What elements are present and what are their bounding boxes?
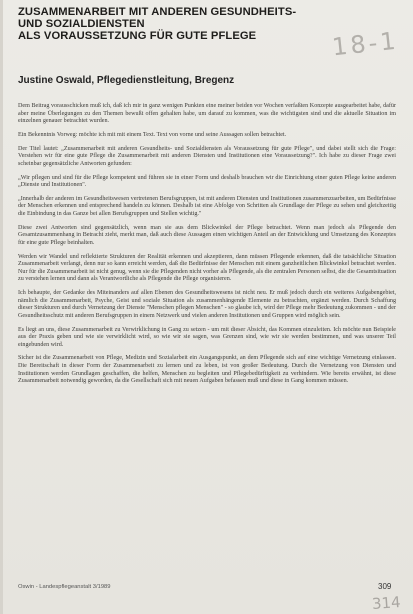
article-title <box>18 6 348 42</box>
handwritten-corner-note: 18-1 <box>330 26 400 62</box>
scan-edge <box>0 0 3 614</box>
article-body <box>18 97 396 388</box>
paragraph-3: Der Titel lautet: „Zusammenarbeit mit anderen Gesundheits- und Sozialdiensten als Voraussetzung für gute Pflege", und dabei stellt sich die Frage: Verstehen wir für eine gute Pflege die Zusammenarbeit mit anderen Diensten und Institutionen eine Voraussetzung?". Ich habe zu dieser Frage zwei scheinbar gegensätzliche Antworten gefunden: <box>18 145 396 167</box>
handwritten-page-number: 314 <box>371 593 402 613</box>
paragraph-8: Ich behaupte, der Gedanke des Miteinanders auf allen Ebenen des Gesundheitswesens ist nicht neu. Er muß jedoch durch ein weiteres Aufgabengebiet, nämlich die Zusammenarbeit, Psyche, Geist und soziale Situation als zusammenhängende Elemente zu betrachten, ergänzt werden. Durch Schaffung dieser Strukturen und durch Vernetzung der Dienste "Menschen pflegen Menschen" - so glaube ich, wird der Pflege mehr Bedeutung zukommen - und der Gesundheitsschutz mit anderen Berufsgruppen in einem Netzwerk und vielen anderen Institutionen und Gruppen wird möglich sein. <box>18 290 396 319</box>
footer-source: Oswin - Landespflegeanstalt 3/1989 <box>18 584 111 590</box>
page-number: 309 <box>378 582 392 591</box>
paragraph-1: Dem Beitrag vorausschicken muß ich, daß ich mir in ganz wenigen Punkten eine meiner beiden vor Wochen verfaßten Konzepte ausgearbeitet habe, dafür aber meine Überlegungen zu den Themen bewußt offen gehalten habe, um darauf zu kommen, was die wichtigsten sind und die aktuelle Situation im einzelnen genauer betrachtet wurden. <box>18 103 396 125</box>
title-line-3: ALS VORAUSSETZUNG FÜR GUTE PFLEGE <box>18 30 257 42</box>
paragraph-2: Ein Bekenntnis Vorweg: möchte ich mit mit einem Text. Text von vorne und seine Aussagen sollen betrachtet. <box>18 131 287 138</box>
paragraph-10: Sicher ist die Zusammenarbeit von Pflege, Medizin und Sozialarbeit ein Ausgangspunkt, an dem Pflegende sich auf eine wichtige Vernetzung einlassen. Die Bereitschaft in dieser Form der Zusammenarbeit zu lernen und zu leben, ist von großer Bedeutung. Durch die Vernetzung von Diensten und Institutionen werden Grundlagen geschaffen, die helfen, Menschen zu begleiten und Pflegebedürftigkeit zu verhindern. Wie bereits erwähnt, ist diese Zusammenarbeit notwendig geworden, da die Gesellschaft sich mit neuen Aufgaben befassen muß und diese in Gang kommen müssen. <box>18 355 396 385</box>
title-line-1: ZUSAMMENARBEIT MIT ANDEREN GESUNDHEITS- <box>18 6 297 18</box>
paragraph-7: Werden wir Wandel und reflektierte Strukturen der Realität erkennen und akzeptieren, dann müssen Pflegende erkennen, daß die tatsächliche Situation Zusammenarbeit verlangt, denn nur so kann erreicht werden, daß die Bedürfnisse der Menschen mit einem ganzheitlichen Blickwinkel betrachtet werden. Nur für die Zusammenarbeit ist nicht genug, wenn sie die Pflegenden nicht vorher als Pflegende, als die zentralen Personen selbst, die die Gesamtsituation zu verstehen lernen und dann als Verantwortliche als Pflegende die Pflege organisieren. <box>18 253 396 283</box>
author-line: Justine Oswald, Pflegedienstleitung, Bregenz <box>18 75 235 86</box>
paragraph-9: Es liegt an uns, diese Zusammenarbeit zu Verwirklichung in Gang zu setzen - um mit dieser Absicht, das Kommen einzuleiten. Ich möchte nun Beispiele aus der Praxis geben und wie sie verwirklicht wird, so wie wir sie sagen, was Grenzen sind, wie wir sie werden bestimmen, und was unserer Teil eingebunden wird. <box>18 326 396 348</box>
title-line-2: UND SOZIALDIENSTEN <box>18 18 145 30</box>
paragraph-4: „Wir pflegen und sind für die Pflege kompetent und führen sie in einer Form und deshalb brauchen wir die Einrichtung einer guten Pflege keine anderen „Dienste und Institutionen". <box>18 174 396 189</box>
paragraph-5: „Innerhalb der anderen im Gesundheitswesen vertretenen Berufsgruppen, ist mit anderen Diensten und Institutionen zusammenzuarbeiten, um Bedürfnisse der Menschen erkennen und entsprechend handeln zu können. Deshalb ist eine Abfolge von Schritten als Grundlage der Pflege zu sehen und gleichzeitig die Einbindung in das Ganze bei allen Berufsgruppen und Stellen wichtig." <box>18 195 396 217</box>
paragraph-6: Diese zwei Antworten sind gegensätzlich, wenn man sie aus dem Blickwinkel der Pflege betrachtet. Wenn man jedoch als Pflegende den Gesamtzusammenhang in Betracht zieht, merkt man, daß auch diese Aussagen einen wichtigen Anteil an der Entwicklung und Umsetzung des Konzeptes für eine gute Pflege beinhalten. <box>18 224 396 246</box>
